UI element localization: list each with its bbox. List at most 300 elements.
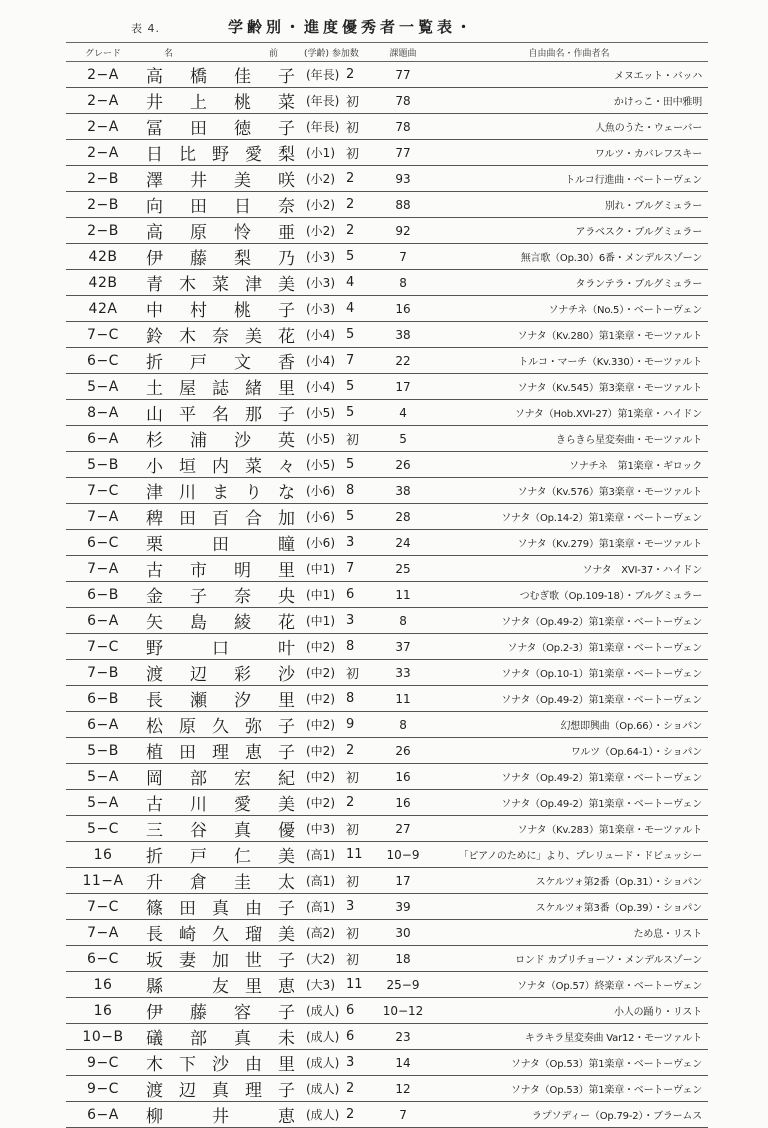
school-year-cell: (中2): [304, 660, 344, 686]
participation-count-cell: 初: [344, 764, 376, 790]
name-cell: 植田理恵子: [140, 738, 304, 764]
free-piece-cell: トルコ・マーチ（Kv.330）・モーツァルト: [430, 348, 708, 374]
participation-count-cell: 5: [344, 244, 376, 270]
name-cell: 杉浦沙英: [140, 426, 304, 452]
name-cell: 井上桃菜: [140, 88, 304, 114]
participation-count-cell: 2: [344, 192, 376, 218]
school-year-cell: (中2): [304, 738, 344, 764]
free-piece-cell: 「ピアノのために」より、プレリュード・ドビュッシー: [430, 842, 708, 868]
grade-cell: 7−A: [66, 920, 140, 946]
school-year-cell: (小5): [304, 426, 344, 452]
free-piece-cell: ラプソディー（Op.79-2）・ブラームス: [430, 1102, 708, 1128]
school-year-cell: (中2): [304, 634, 344, 660]
set-piece-cell: 25−9: [376, 972, 430, 998]
set-piece-cell: 12: [376, 1076, 430, 1102]
name-cell: 渡辺真理子: [140, 1076, 304, 1102]
participation-count-cell: 初: [344, 816, 376, 842]
table-row: [66, 816, 708, 842]
table-row: [66, 920, 708, 946]
school-year-cell: (小4): [304, 374, 344, 400]
grade-cell: 6−B: [66, 686, 140, 712]
grade-cell: 5−C: [66, 816, 140, 842]
school-year-cell: (小2): [304, 192, 344, 218]
name-cell: 高橋佳子: [140, 62, 304, 88]
set-piece-cell: 17: [376, 374, 430, 400]
school-year-cell: (成人): [304, 998, 344, 1024]
set-piece-cell: 88: [376, 192, 430, 218]
table-row: [66, 1024, 708, 1050]
col-header-name-2: 前: [269, 48, 279, 59]
grade-cell: 7−A: [66, 556, 140, 582]
school-year-cell: (中1): [304, 608, 344, 634]
name-cell: 冨田徳子: [140, 114, 304, 140]
table-row: [66, 426, 708, 452]
set-piece-cell: 25: [376, 556, 430, 582]
table-header-row: [66, 43, 708, 62]
free-piece-cell: ソナタ（Kv.283）第1楽章・モーツァルト: [430, 816, 708, 842]
set-piece-cell: 39: [376, 894, 430, 920]
col-header-task: 課題曲: [376, 43, 430, 62]
table-row: [66, 790, 708, 816]
table-row: [66, 452, 708, 478]
participation-count-cell: 6: [344, 1024, 376, 1050]
school-year-cell: (小2): [304, 166, 344, 192]
set-piece-cell: 24: [376, 530, 430, 556]
name-cell: 伊藤容子: [140, 998, 304, 1024]
free-piece-cell: ソナタ（Op.53）第1楽章・ベートーヴェン: [430, 1050, 708, 1076]
school-year-cell: (大2): [304, 946, 344, 972]
name-cell: 縣 友里恵: [140, 972, 304, 998]
table-row: [66, 764, 708, 790]
free-piece-cell: ソナタ（Kv.279）第1楽章・モーツァルト: [430, 530, 708, 556]
set-piece-cell: 28: [376, 504, 430, 530]
school-year-cell: (中2): [304, 712, 344, 738]
free-piece-cell: ソナタ（Op.49-2）第1楽章・ベートーヴェン: [430, 790, 708, 816]
free-piece-cell: ソナタ（Op.14-2）第1楽章・ベートーヴェン: [430, 504, 708, 530]
set-piece-cell: 22: [376, 348, 430, 374]
school-year-cell: (小3): [304, 244, 344, 270]
table-number: 表 4.: [131, 22, 160, 35]
participation-count-cell: 6: [344, 998, 376, 1024]
participation-count-cell: 8: [344, 478, 376, 504]
name-cell: 青木菜津美: [140, 270, 304, 296]
grade-cell: 2−B: [66, 192, 140, 218]
table-row: [66, 478, 708, 504]
table-row: [66, 322, 708, 348]
free-piece-cell: 幻想即興曲（Op.66）・ショパン: [430, 712, 708, 738]
set-piece-cell: 5: [376, 426, 430, 452]
free-piece-cell: ため息・リスト: [430, 920, 708, 946]
free-piece-cell: ソナタ（Op.2-3）第1楽章・ベートーヴェン: [430, 634, 708, 660]
set-piece-cell: 16: [376, 296, 430, 322]
grade-cell: 2−A: [66, 62, 140, 88]
free-piece-cell: キラキラ星変奏曲 Var12・モーツァルト: [430, 1024, 708, 1050]
name-cell: 長瀬汐里: [140, 686, 304, 712]
school-year-cell: (大3): [304, 972, 344, 998]
participation-count-cell: 11: [344, 972, 376, 998]
name-cell: 野口叶: [140, 634, 304, 660]
table-row: [66, 400, 708, 426]
set-piece-cell: 37: [376, 634, 430, 660]
table-row: [66, 738, 708, 764]
set-piece-cell: 26: [376, 738, 430, 764]
participation-count-cell: 5: [344, 400, 376, 426]
set-piece-cell: 14: [376, 1050, 430, 1076]
school-year-cell: (高2): [304, 920, 344, 946]
grade-cell: 5−A: [66, 374, 140, 400]
school-year-cell: (小3): [304, 270, 344, 296]
school-year-cell: (成人): [304, 1050, 344, 1076]
school-year-cell: (高1): [304, 868, 344, 894]
set-piece-cell: 77: [376, 62, 430, 88]
participation-count-cell: 5: [344, 322, 376, 348]
table-row: [66, 140, 708, 166]
name-cell: 岡部宏紀: [140, 764, 304, 790]
name-cell: 折戸文香: [140, 348, 304, 374]
participation-count-cell: 4: [344, 296, 376, 322]
name-cell: 柳井恵: [140, 1102, 304, 1128]
table-body: [66, 62, 708, 1128]
grade-cell: 6−A: [66, 712, 140, 738]
table-row: [66, 868, 708, 894]
set-piece-cell: 4: [376, 400, 430, 426]
table-row: [66, 894, 708, 920]
participation-count-cell: 8: [344, 686, 376, 712]
set-piece-cell: 30: [376, 920, 430, 946]
free-piece-cell: ワルツ（Op.64-1）・ショパン: [430, 738, 708, 764]
set-piece-cell: 18: [376, 946, 430, 972]
set-piece-cell: 8: [376, 270, 430, 296]
set-piece-cell: 16: [376, 764, 430, 790]
name-cell: 中村桃子: [140, 296, 304, 322]
free-piece-cell: ソナタ（Kv.280）第1楽章・モーツァルト: [430, 322, 708, 348]
set-piece-cell: 11: [376, 582, 430, 608]
name-cell: 土屋誌緒里: [140, 374, 304, 400]
participation-count-cell: 3: [344, 1050, 376, 1076]
table-row: [66, 1050, 708, 1076]
school-year-cell: (中3): [304, 816, 344, 842]
table-row: [66, 972, 708, 998]
grade-cell: 16: [66, 842, 140, 868]
school-year-cell: (高1): [304, 842, 344, 868]
table-row: [66, 660, 708, 686]
grade-cell: 7−B: [66, 660, 140, 686]
participation-count-cell: 8: [344, 634, 376, 660]
name-cell: 長崎久瑠美: [140, 920, 304, 946]
participation-count-cell: 初: [344, 114, 376, 140]
name-cell: 向田日奈: [140, 192, 304, 218]
name-cell: 渡辺彩沙: [140, 660, 304, 686]
school-year-cell: (中1): [304, 556, 344, 582]
grade-cell: 6−C: [66, 348, 140, 374]
col-header-grade: グレード: [66, 43, 140, 62]
participation-count-cell: 2: [344, 62, 376, 88]
name-cell: 小垣内菜々: [140, 452, 304, 478]
table-row: [66, 1102, 708, 1128]
set-piece-cell: 7: [376, 1102, 430, 1128]
set-piece-cell: 17: [376, 868, 430, 894]
grade-cell: 7−C: [66, 478, 140, 504]
grade-cell: 2−A: [66, 114, 140, 140]
table-row: [66, 712, 708, 738]
grade-cell: 5−A: [66, 764, 140, 790]
grade-cell: 11−A: [66, 868, 140, 894]
table-row: [66, 296, 708, 322]
set-piece-cell: 10−12: [376, 998, 430, 1024]
school-year-cell: (中2): [304, 790, 344, 816]
table-row: [66, 842, 708, 868]
name-cell: 礒部真未: [140, 1024, 304, 1050]
grade-cell: 7−C: [66, 894, 140, 920]
name-cell: 矢島綾花: [140, 608, 304, 634]
grade-cell: 7−A: [66, 504, 140, 530]
set-piece-cell: 27: [376, 816, 430, 842]
school-year-cell: (年長): [304, 114, 344, 140]
participation-count-cell: 初: [344, 426, 376, 452]
participation-count-cell: 初: [344, 660, 376, 686]
participation-count-cell: 3: [344, 894, 376, 920]
table-row: [66, 166, 708, 192]
name-cell: 山平名那子: [140, 400, 304, 426]
table-row: [66, 686, 708, 712]
participation-count-cell: 2: [344, 738, 376, 764]
school-year-cell: (小1): [304, 140, 344, 166]
school-year-cell: (小6): [304, 530, 344, 556]
school-year-cell: (中2): [304, 764, 344, 790]
name-cell: 折戸仁美: [140, 842, 304, 868]
grade-cell: 2−B: [66, 166, 140, 192]
grade-cell: 16: [66, 998, 140, 1024]
free-piece-cell: ソナタ（Kv.576）第3楽章・モーツァルト: [430, 478, 708, 504]
set-piece-cell: 33: [376, 660, 430, 686]
col-header-piece: 自由曲名・作曲者名: [430, 43, 708, 62]
grade-cell: 5−B: [66, 452, 140, 478]
col-header-name-1: 名: [164, 48, 174, 59]
participation-count-cell: 7: [344, 556, 376, 582]
page-title: 学齢別・進度優秀者一覧表・: [228, 18, 476, 36]
grade-cell: 5−B: [66, 738, 140, 764]
grade-cell: 42A: [66, 296, 140, 322]
grade-cell: 2−B: [66, 218, 140, 244]
grade-cell: 5−A: [66, 790, 140, 816]
grade-cell: 7−C: [66, 322, 140, 348]
table-row: [66, 218, 708, 244]
table-row: [66, 88, 708, 114]
grade-cell: 7−C: [66, 634, 140, 660]
table-row: [66, 556, 708, 582]
name-cell: 澤井美咲: [140, 166, 304, 192]
set-piece-cell: 93: [376, 166, 430, 192]
set-piece-cell: 11: [376, 686, 430, 712]
name-cell: 稗田百合加: [140, 504, 304, 530]
free-piece-cell: ソナタ（Op.53）第1楽章・ベートーヴェン: [430, 1076, 708, 1102]
free-piece-cell: ソナタ XVI-37・ハイドン: [430, 556, 708, 582]
table-row: [66, 348, 708, 374]
set-piece-cell: 77: [376, 140, 430, 166]
free-piece-cell: かけっこ・田中雅明: [430, 88, 708, 114]
school-year-cell: (中2): [304, 686, 344, 712]
free-piece-cell: きらきら星変奏曲・モーツァルト: [430, 426, 708, 452]
grade-cell: 6−A: [66, 1102, 140, 1128]
grade-cell: 42B: [66, 270, 140, 296]
free-piece-cell: メヌエット・バッハ: [430, 62, 708, 88]
participation-count-cell: 5: [344, 452, 376, 478]
name-cell: 木下沙由里: [140, 1050, 304, 1076]
table-row: [66, 192, 708, 218]
free-piece-cell: ソナチネ（No.5）・ベートーヴェン: [430, 296, 708, 322]
participation-count-cell: 7: [344, 348, 376, 374]
name-cell: 坂妻加世子: [140, 946, 304, 972]
school-year-cell: (成人): [304, 1024, 344, 1050]
name-cell: 松原久弥子: [140, 712, 304, 738]
participation-count-cell: 2: [344, 1076, 376, 1102]
set-piece-cell: 78: [376, 88, 430, 114]
table-row: [66, 582, 708, 608]
free-piece-cell: 小人の踊り・リスト: [430, 998, 708, 1024]
table-row: [66, 374, 708, 400]
school-year-cell: (小5): [304, 400, 344, 426]
participation-count-cell: 5: [344, 504, 376, 530]
free-piece-cell: スケルツォ第2番（Op.31）・ショパン: [430, 868, 708, 894]
name-cell: 三谷真優: [140, 816, 304, 842]
name-cell: 升倉圭太: [140, 868, 304, 894]
grade-cell: 8−A: [66, 400, 140, 426]
grade-cell: 9−C: [66, 1050, 140, 1076]
set-piece-cell: 78: [376, 114, 430, 140]
name-cell: 日比野愛梨: [140, 140, 304, 166]
free-piece-cell: トルコ行進曲・ベートーヴェン: [430, 166, 708, 192]
school-year-cell: (小6): [304, 478, 344, 504]
table-row: [66, 1076, 708, 1102]
participation-count-cell: 2: [344, 1102, 376, 1128]
free-piece-cell: 別れ・ブルグミュラー: [430, 192, 708, 218]
col-header-name: [140, 43, 304, 62]
name-cell: 津川まりな: [140, 478, 304, 504]
school-year-cell: (年長): [304, 88, 344, 114]
results-table: [66, 42, 708, 1128]
grade-cell: 2−A: [66, 140, 140, 166]
name-cell: 古市明里: [140, 556, 304, 582]
name-cell: 金子奈央: [140, 582, 304, 608]
set-piece-cell: 8: [376, 712, 430, 738]
table-row: [66, 530, 708, 556]
grade-cell: 6−C: [66, 946, 140, 972]
participation-count-cell: 初: [344, 868, 376, 894]
table-row: [66, 998, 708, 1024]
participation-count-cell: 4: [344, 270, 376, 296]
grade-cell: 9−C: [66, 1076, 140, 1102]
participation-count-cell: 初: [344, 920, 376, 946]
grade-cell: 6−A: [66, 608, 140, 634]
table-row: [66, 946, 708, 972]
free-piece-cell: ソナタ（Op.57）終楽章・ベートーヴェン: [430, 972, 708, 998]
set-piece-cell: 26: [376, 452, 430, 478]
free-piece-cell: ソナタ（Op.49-2）第1楽章・ベートーヴェン: [430, 608, 708, 634]
free-piece-cell: ソナタ（Op.10-1）第1楽章・ベートーヴェン: [430, 660, 708, 686]
col-header-year-level: (学齢) 参加数: [304, 43, 376, 62]
free-piece-cell: ソナタ（Hob.XVI-27）第1楽章・ハイドン: [430, 400, 708, 426]
free-piece-cell: アラベスク・ブルグミュラー: [430, 218, 708, 244]
participation-count-cell: 初: [344, 140, 376, 166]
free-piece-cell: 無言歌（Op.30）6番・メンデルスゾーン: [430, 244, 708, 270]
free-piece-cell: ソナタ（Op.49-2）第1楽章・ベートーヴェン: [430, 686, 708, 712]
school-year-cell: (小4): [304, 348, 344, 374]
name-cell: 鈴木奈美花: [140, 322, 304, 348]
set-piece-cell: 16: [376, 790, 430, 816]
grade-cell: 6−A: [66, 426, 140, 452]
set-piece-cell: 92: [376, 218, 430, 244]
set-piece-cell: 38: [376, 322, 430, 348]
title-row: [0, 12, 768, 42]
school-year-cell: (成人): [304, 1102, 344, 1128]
set-piece-cell: 23: [376, 1024, 430, 1050]
table-row: [66, 62, 708, 88]
school-year-cell: (小3): [304, 296, 344, 322]
school-year-cell: (小6): [304, 504, 344, 530]
grade-cell: 16: [66, 972, 140, 998]
free-piece-cell: 人魚のうた・ウェーバー: [430, 114, 708, 140]
school-year-cell: (中1): [304, 582, 344, 608]
participation-count-cell: 2: [344, 790, 376, 816]
name-cell: 高原怜亜: [140, 218, 304, 244]
school-year-cell: (高1): [304, 894, 344, 920]
grade-cell: 10−B: [66, 1024, 140, 1050]
free-piece-cell: ソナタ（Op.49-2）第1楽章・ベートーヴェン: [430, 764, 708, 790]
school-year-cell: (小4): [304, 322, 344, 348]
set-piece-cell: 38: [376, 478, 430, 504]
free-piece-cell: スケルツォ第3番（Op.39）・ショパン: [430, 894, 708, 920]
free-piece-cell: つむぎ歌（Op.109-18）・ブルグミュラー: [430, 582, 708, 608]
table-row: [66, 608, 708, 634]
table-row: [66, 634, 708, 660]
table-row: [66, 114, 708, 140]
name-cell: 栗田瞳: [140, 530, 304, 556]
grade-cell: 2−A: [66, 88, 140, 114]
participation-count-cell: 初: [344, 88, 376, 114]
participation-count-cell: 5: [344, 374, 376, 400]
participation-count-cell: 3: [344, 530, 376, 556]
set-piece-cell: 7: [376, 244, 430, 270]
free-piece-cell: タランテラ・ブルグミュラー: [430, 270, 708, 296]
name-cell: 伊藤梨乃: [140, 244, 304, 270]
name-cell: 古川愛美: [140, 790, 304, 816]
school-year-cell: (小2): [304, 218, 344, 244]
participation-count-cell: 初: [344, 946, 376, 972]
school-year-cell: (成人): [304, 1076, 344, 1102]
free-piece-cell: ワルツ・カバレフスキー: [430, 140, 708, 166]
table-row: [66, 244, 708, 270]
participation-count-cell: 3: [344, 608, 376, 634]
participation-count-cell: 2: [344, 166, 376, 192]
free-piece-cell: ロンド カプリチョーソ・メンデルスゾーン: [430, 946, 708, 972]
participation-count-cell: 11: [344, 842, 376, 868]
grade-cell: 6−B: [66, 582, 140, 608]
name-cell: 篠田真由子: [140, 894, 304, 920]
free-piece-cell: ソナチネ 第1楽章・ギロック: [430, 452, 708, 478]
set-piece-cell: 10−9: [376, 842, 430, 868]
table-row: [66, 270, 708, 296]
participation-count-cell: 9: [344, 712, 376, 738]
table-row: [66, 504, 708, 530]
participation-count-cell: 2: [344, 218, 376, 244]
set-piece-cell: 8: [376, 608, 430, 634]
grade-cell: 42B: [66, 244, 140, 270]
school-year-cell: (小5): [304, 452, 344, 478]
school-year-cell: (年長): [304, 62, 344, 88]
grade-cell: 6−C: [66, 530, 140, 556]
participation-count-cell: 6: [344, 582, 376, 608]
free-piece-cell: ソナタ（Kv.545）第3楽章・モーツァルト: [430, 374, 708, 400]
